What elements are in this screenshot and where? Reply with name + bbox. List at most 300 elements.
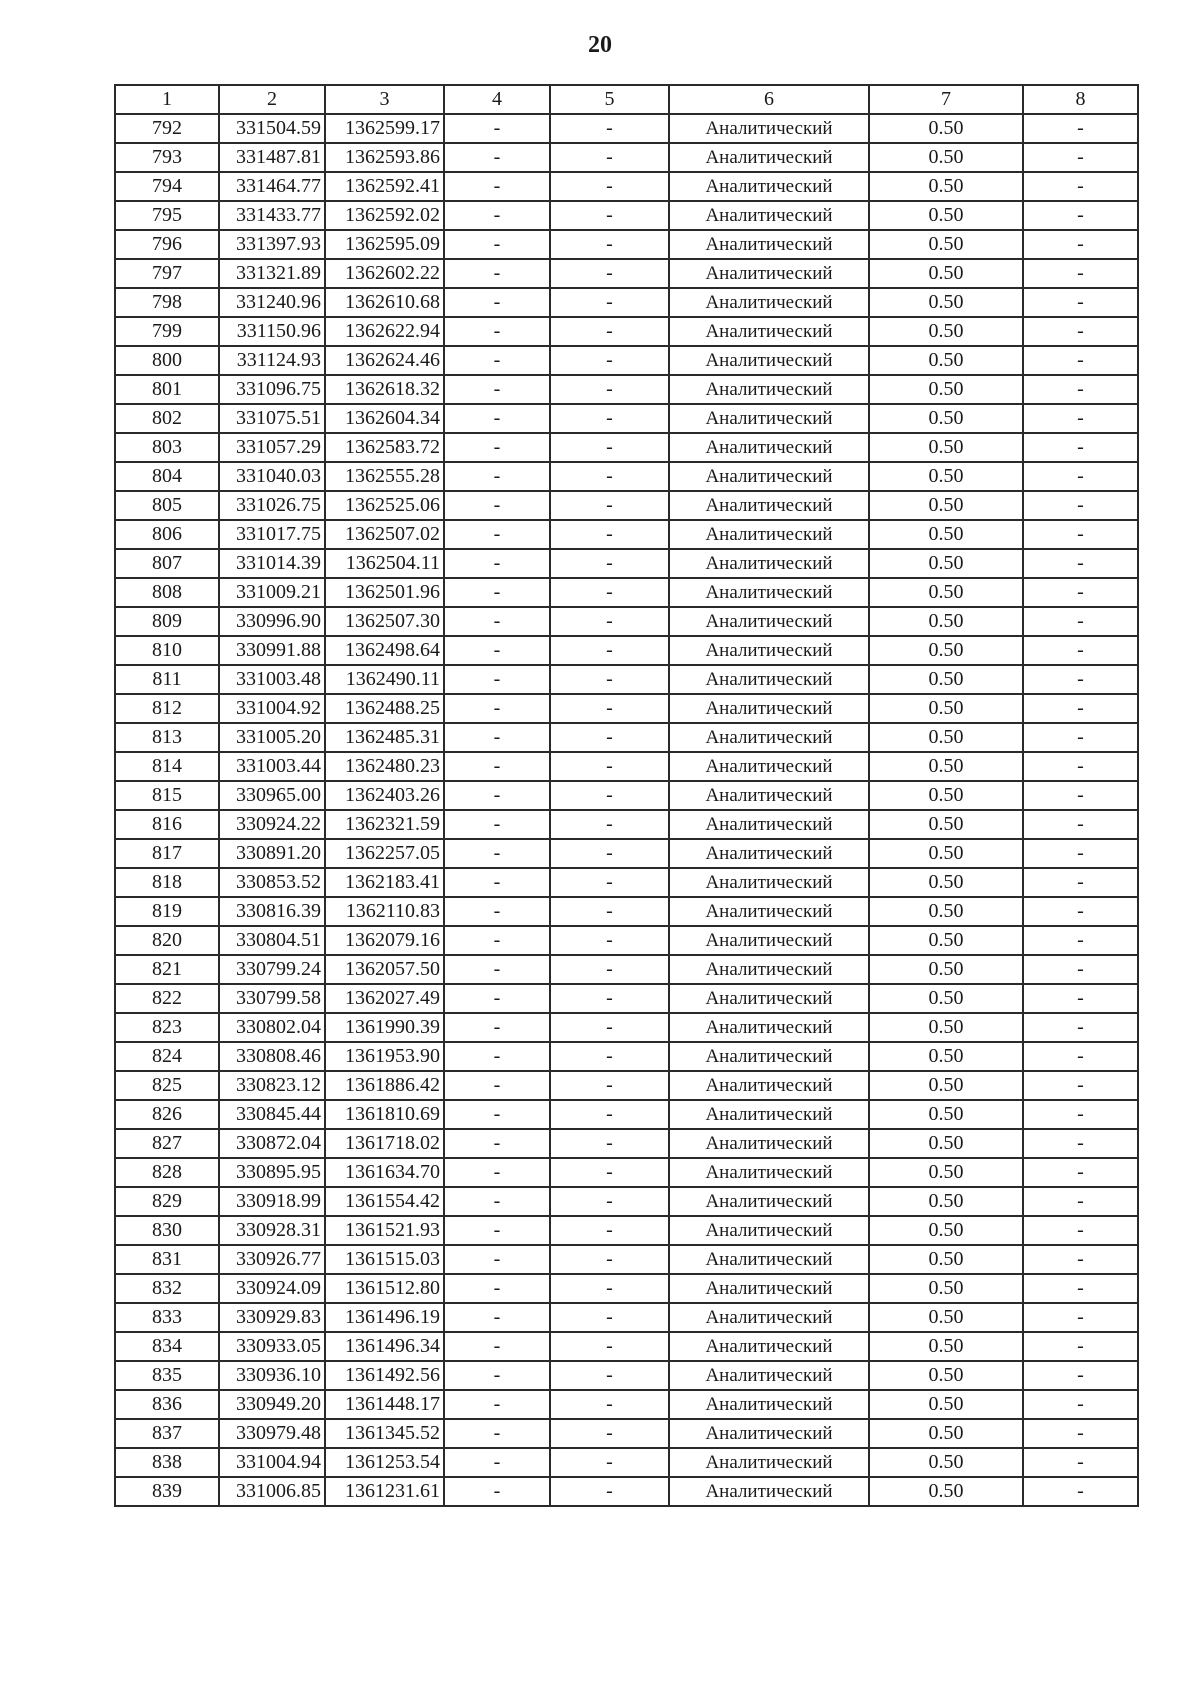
accuracy-cell: 0.50 xyxy=(869,1419,1023,1448)
coord-y-cell: 1361718.02 xyxy=(325,1129,444,1158)
col-5-cell: - xyxy=(550,1390,669,1419)
point-number-cell: 826 xyxy=(115,1100,219,1129)
col-4-cell: - xyxy=(444,694,550,723)
coord-y-cell: 1361810.69 xyxy=(325,1100,444,1129)
method-cell: Аналитический xyxy=(669,462,869,491)
table-row xyxy=(115,665,1138,694)
col-4-cell: - xyxy=(444,1100,550,1129)
col-8-cell: - xyxy=(1023,172,1138,201)
col-8-cell: - xyxy=(1023,636,1138,665)
point-number-cell: 802 xyxy=(115,404,219,433)
point-number-cell: 809 xyxy=(115,607,219,636)
coord-x-cell: 331124.93 xyxy=(219,346,325,375)
col-5-cell: - xyxy=(550,288,669,317)
table-row xyxy=(115,1419,1138,1448)
col-8-cell: - xyxy=(1023,1042,1138,1071)
coord-x-cell: 330799.24 xyxy=(219,955,325,984)
point-number-cell: 838 xyxy=(115,1448,219,1477)
col-5-cell: - xyxy=(550,346,669,375)
col-4-cell: - xyxy=(444,984,550,1013)
col-8-cell: - xyxy=(1023,1448,1138,1477)
accuracy-cell: 0.50 xyxy=(869,172,1023,201)
point-number-cell: 831 xyxy=(115,1245,219,1274)
col-8-cell: - xyxy=(1023,549,1138,578)
col-4-cell: - xyxy=(444,143,550,172)
method-cell: Аналитический xyxy=(669,897,869,926)
accuracy-cell: 0.50 xyxy=(869,723,1023,752)
col-5-cell: - xyxy=(550,172,669,201)
table-row xyxy=(115,723,1138,752)
header-row xyxy=(115,85,1138,114)
header-cell-3: 3 xyxy=(325,85,444,114)
col-8-cell: - xyxy=(1023,230,1138,259)
col-4-cell: - xyxy=(444,549,550,578)
coord-y-cell: 1362595.09 xyxy=(325,230,444,259)
table-row xyxy=(115,926,1138,955)
col-8-cell: - xyxy=(1023,1187,1138,1216)
col-4-cell: - xyxy=(444,1303,550,1332)
col-5-cell: - xyxy=(550,201,669,230)
method-cell: Аналитический xyxy=(669,752,869,781)
col-8-cell: - xyxy=(1023,868,1138,897)
col-8-cell: - xyxy=(1023,1216,1138,1245)
col-8-cell: - xyxy=(1023,462,1138,491)
coord-x-cell: 330799.58 xyxy=(219,984,325,1013)
table-row xyxy=(115,1332,1138,1361)
accuracy-cell: 0.50 xyxy=(869,259,1023,288)
coord-x-cell: 331003.48 xyxy=(219,665,325,694)
coord-x-cell: 330802.04 xyxy=(219,1013,325,1042)
coord-x-cell: 330924.22 xyxy=(219,810,325,839)
point-number-cell: 808 xyxy=(115,578,219,607)
method-cell: Аналитический xyxy=(669,810,869,839)
point-number-cell: 829 xyxy=(115,1187,219,1216)
coord-y-cell: 1361515.03 xyxy=(325,1245,444,1274)
accuracy-cell: 0.50 xyxy=(869,1477,1023,1506)
method-cell: Аналитический xyxy=(669,549,869,578)
col-5-cell: - xyxy=(550,549,669,578)
accuracy-cell: 0.50 xyxy=(869,433,1023,462)
point-number-cell: 803 xyxy=(115,433,219,462)
coord-y-cell: 1361448.17 xyxy=(325,1390,444,1419)
accuracy-cell: 0.50 xyxy=(869,1390,1023,1419)
table-row xyxy=(115,433,1138,462)
coord-y-cell: 1362592.41 xyxy=(325,172,444,201)
col-8-cell: - xyxy=(1023,1274,1138,1303)
col-5-cell: - xyxy=(550,694,669,723)
accuracy-cell: 0.50 xyxy=(869,694,1023,723)
col-5-cell: - xyxy=(550,1042,669,1071)
col-4-cell: - xyxy=(444,375,550,404)
coord-y-cell: 1361492.56 xyxy=(325,1361,444,1390)
coord-x-cell: 330926.77 xyxy=(219,1245,325,1274)
header-cell-4: 4 xyxy=(444,85,550,114)
point-number-cell: 818 xyxy=(115,868,219,897)
accuracy-cell: 0.50 xyxy=(869,1216,1023,1245)
col-8-cell: - xyxy=(1023,984,1138,1013)
method-cell: Аналитический xyxy=(669,346,869,375)
col-5-cell: - xyxy=(550,1071,669,1100)
accuracy-cell: 0.50 xyxy=(869,955,1023,984)
method-cell: Аналитический xyxy=(669,1187,869,1216)
coord-x-cell: 331005.20 xyxy=(219,723,325,752)
table-row xyxy=(115,491,1138,520)
method-cell: Аналитический xyxy=(669,984,869,1013)
col-5-cell: - xyxy=(550,810,669,839)
accuracy-cell: 0.50 xyxy=(869,984,1023,1013)
col-8-cell: - xyxy=(1023,1013,1138,1042)
accuracy-cell: 0.50 xyxy=(869,839,1023,868)
accuracy-cell: 0.50 xyxy=(869,201,1023,230)
point-number-cell: 810 xyxy=(115,636,219,665)
col-5-cell: - xyxy=(550,230,669,259)
coord-x-cell: 330979.48 xyxy=(219,1419,325,1448)
point-number-cell: 795 xyxy=(115,201,219,230)
coord-x-cell: 331026.75 xyxy=(219,491,325,520)
table-row xyxy=(115,810,1138,839)
method-cell: Аналитический xyxy=(669,1332,869,1361)
accuracy-cell: 0.50 xyxy=(869,1013,1023,1042)
coord-y-cell: 1362622.94 xyxy=(325,317,444,346)
coord-x-cell: 330823.12 xyxy=(219,1071,325,1100)
point-number-cell: 833 xyxy=(115,1303,219,1332)
coord-y-cell: 1362624.46 xyxy=(325,346,444,375)
col-4-cell: - xyxy=(444,520,550,549)
point-number-cell: 815 xyxy=(115,781,219,810)
coord-y-cell: 1362403.26 xyxy=(325,781,444,810)
col-5-cell: - xyxy=(550,491,669,520)
header-cell-1: 1 xyxy=(115,85,219,114)
coord-x-cell: 331075.51 xyxy=(219,404,325,433)
coord-x-cell: 330991.88 xyxy=(219,636,325,665)
col-5-cell: - xyxy=(550,462,669,491)
col-4-cell: - xyxy=(444,665,550,694)
col-4-cell: - xyxy=(444,897,550,926)
coord-x-cell: 330808.46 xyxy=(219,1042,325,1071)
col-4-cell: - xyxy=(444,259,550,288)
method-cell: Аналитический xyxy=(669,1100,869,1129)
col-8-cell: - xyxy=(1023,259,1138,288)
coord-y-cell: 1361253.54 xyxy=(325,1448,444,1477)
col-4-cell: - xyxy=(444,810,550,839)
accuracy-cell: 0.50 xyxy=(869,520,1023,549)
table-header xyxy=(115,85,1138,114)
col-4-cell: - xyxy=(444,1274,550,1303)
point-number-cell: 801 xyxy=(115,375,219,404)
col-8-cell: - xyxy=(1023,201,1138,230)
point-number-cell: 798 xyxy=(115,288,219,317)
table-row xyxy=(115,317,1138,346)
col-5-cell: - xyxy=(550,1332,669,1361)
col-5-cell: - xyxy=(550,433,669,462)
table-row xyxy=(115,1303,1138,1332)
col-5-cell: - xyxy=(550,404,669,433)
col-5-cell: - xyxy=(550,259,669,288)
table-row xyxy=(115,1158,1138,1187)
coord-x-cell: 331433.77 xyxy=(219,201,325,230)
table-row xyxy=(115,636,1138,665)
col-8-cell: - xyxy=(1023,1303,1138,1332)
table-row xyxy=(115,694,1138,723)
table-row xyxy=(115,839,1138,868)
col-4-cell: - xyxy=(444,433,550,462)
coord-x-cell: 331150.96 xyxy=(219,317,325,346)
table-row xyxy=(115,1129,1138,1158)
accuracy-cell: 0.50 xyxy=(869,1361,1023,1390)
table-row xyxy=(115,404,1138,433)
col-5-cell: - xyxy=(550,752,669,781)
coord-x-cell: 330996.90 xyxy=(219,607,325,636)
col-8-cell: - xyxy=(1023,926,1138,955)
col-5-cell: - xyxy=(550,723,669,752)
accuracy-cell: 0.50 xyxy=(869,1448,1023,1477)
col-8-cell: - xyxy=(1023,288,1138,317)
point-number-cell: 792 xyxy=(115,114,219,143)
point-number-cell: 836 xyxy=(115,1390,219,1419)
coord-y-cell: 1361231.61 xyxy=(325,1477,444,1506)
accuracy-cell: 0.50 xyxy=(869,491,1023,520)
header-cell-8: 8 xyxy=(1023,85,1138,114)
col-8-cell: - xyxy=(1023,143,1138,172)
col-5-cell: - xyxy=(550,1303,669,1332)
point-number-cell: 822 xyxy=(115,984,219,1013)
point-number-cell: 816 xyxy=(115,810,219,839)
col-8-cell: - xyxy=(1023,1129,1138,1158)
accuracy-cell: 0.50 xyxy=(869,375,1023,404)
point-number-cell: 832 xyxy=(115,1274,219,1303)
accuracy-cell: 0.50 xyxy=(869,1129,1023,1158)
coord-x-cell: 330895.95 xyxy=(219,1158,325,1187)
coord-y-cell: 1362485.31 xyxy=(325,723,444,752)
table-row xyxy=(115,1042,1138,1071)
col-8-cell: - xyxy=(1023,404,1138,433)
coord-y-cell: 1362599.17 xyxy=(325,114,444,143)
method-cell: Аналитический xyxy=(669,955,869,984)
coord-x-cell: 330928.31 xyxy=(219,1216,325,1245)
coord-x-cell: 330872.04 xyxy=(219,1129,325,1158)
method-cell: Аналитический xyxy=(669,578,869,607)
table-row xyxy=(115,259,1138,288)
col-8-cell: - xyxy=(1023,781,1138,810)
point-number-cell: 796 xyxy=(115,230,219,259)
accuracy-cell: 0.50 xyxy=(869,462,1023,491)
table-row xyxy=(115,897,1138,926)
accuracy-cell: 0.50 xyxy=(869,1274,1023,1303)
method-cell: Аналитический xyxy=(669,868,869,897)
table-row xyxy=(115,1071,1138,1100)
col-8-cell: - xyxy=(1023,694,1138,723)
coord-y-cell: 1362504.11 xyxy=(325,549,444,578)
col-5-cell: - xyxy=(550,955,669,984)
col-4-cell: - xyxy=(444,926,550,955)
table-row xyxy=(115,752,1138,781)
col-5-cell: - xyxy=(550,317,669,346)
coord-x-cell: 330816.39 xyxy=(219,897,325,926)
coord-y-cell: 1361634.70 xyxy=(325,1158,444,1187)
col-5-cell: - xyxy=(550,1477,669,1506)
point-number-cell: 821 xyxy=(115,955,219,984)
col-4-cell: - xyxy=(444,1419,550,1448)
method-cell: Аналитический xyxy=(669,723,869,752)
table-row xyxy=(115,549,1138,578)
point-number-cell: 830 xyxy=(115,1216,219,1245)
coord-y-cell: 1362592.02 xyxy=(325,201,444,230)
col-8-cell: - xyxy=(1023,317,1138,346)
accuracy-cell: 0.50 xyxy=(869,1100,1023,1129)
col-4-cell: - xyxy=(444,317,550,346)
method-cell: Аналитический xyxy=(669,636,869,665)
col-5-cell: - xyxy=(550,143,669,172)
method-cell: Аналитический xyxy=(669,1448,869,1477)
point-number-cell: 812 xyxy=(115,694,219,723)
col-4-cell: - xyxy=(444,1448,550,1477)
col-8-cell: - xyxy=(1023,346,1138,375)
point-number-cell: 797 xyxy=(115,259,219,288)
col-4-cell: - xyxy=(444,172,550,201)
point-number-cell: 805 xyxy=(115,491,219,520)
coord-x-cell: 330936.10 xyxy=(219,1361,325,1390)
method-cell: Аналитический xyxy=(669,839,869,868)
point-number-cell: 839 xyxy=(115,1477,219,1506)
coord-x-cell: 330965.00 xyxy=(219,781,325,810)
method-cell: Аналитический xyxy=(669,288,869,317)
accuracy-cell: 0.50 xyxy=(869,317,1023,346)
coord-y-cell: 1362488.25 xyxy=(325,694,444,723)
accuracy-cell: 0.50 xyxy=(869,114,1023,143)
table-row xyxy=(115,346,1138,375)
col-4-cell: - xyxy=(444,955,550,984)
coord-y-cell: 1361496.34 xyxy=(325,1332,444,1361)
method-cell: Аналитический xyxy=(669,694,869,723)
accuracy-cell: 0.50 xyxy=(869,1187,1023,1216)
method-cell: Аналитический xyxy=(669,1158,869,1187)
col-8-cell: - xyxy=(1023,1390,1138,1419)
header-cell-7: 7 xyxy=(869,85,1023,114)
coord-y-cell: 1362604.34 xyxy=(325,404,444,433)
col-4-cell: - xyxy=(444,1332,550,1361)
accuracy-cell: 0.50 xyxy=(869,636,1023,665)
table-row xyxy=(115,288,1138,317)
point-number-cell: 804 xyxy=(115,462,219,491)
header-cell-2: 2 xyxy=(219,85,325,114)
coord-x-cell: 331240.96 xyxy=(219,288,325,317)
col-4-cell: - xyxy=(444,288,550,317)
method-cell: Аналитический xyxy=(669,1274,869,1303)
col-5-cell: - xyxy=(550,1448,669,1477)
table-row xyxy=(115,1100,1138,1129)
col-4-cell: - xyxy=(444,1013,550,1042)
coord-y-cell: 1361886.42 xyxy=(325,1071,444,1100)
col-8-cell: - xyxy=(1023,491,1138,520)
col-8-cell: - xyxy=(1023,1332,1138,1361)
accuracy-cell: 0.50 xyxy=(869,665,1023,694)
coord-y-cell: 1362507.02 xyxy=(325,520,444,549)
coord-y-cell: 1361554.42 xyxy=(325,1187,444,1216)
coord-x-cell: 331009.21 xyxy=(219,578,325,607)
accuracy-cell: 0.50 xyxy=(869,1158,1023,1187)
coordinates-table xyxy=(114,84,1139,1507)
method-cell: Аналитический xyxy=(669,259,869,288)
coord-x-cell: 331040.03 xyxy=(219,462,325,491)
method-cell: Аналитический xyxy=(669,143,869,172)
coord-x-cell: 331006.85 xyxy=(219,1477,325,1506)
method-cell: Аналитический xyxy=(669,1361,869,1390)
point-number-cell: 806 xyxy=(115,520,219,549)
point-number-cell: 824 xyxy=(115,1042,219,1071)
col-8-cell: - xyxy=(1023,955,1138,984)
coord-x-cell: 331464.77 xyxy=(219,172,325,201)
coord-x-cell: 331504.59 xyxy=(219,114,325,143)
col-8-cell: - xyxy=(1023,1361,1138,1390)
table-row xyxy=(115,520,1138,549)
coord-y-cell: 1362501.96 xyxy=(325,578,444,607)
accuracy-cell: 0.50 xyxy=(869,143,1023,172)
point-number-cell: 835 xyxy=(115,1361,219,1390)
table-row xyxy=(115,201,1138,230)
table-row xyxy=(115,955,1138,984)
coord-x-cell: 330891.20 xyxy=(219,839,325,868)
col-5-cell: - xyxy=(550,839,669,868)
col-8-cell: - xyxy=(1023,433,1138,462)
coord-x-cell: 330918.99 xyxy=(219,1187,325,1216)
table-row xyxy=(115,1013,1138,1042)
coord-y-cell: 1362507.30 xyxy=(325,607,444,636)
accuracy-cell: 0.50 xyxy=(869,810,1023,839)
col-4-cell: - xyxy=(444,1216,550,1245)
coord-y-cell: 1362618.32 xyxy=(325,375,444,404)
col-8-cell: - xyxy=(1023,665,1138,694)
coord-y-cell: 1362583.72 xyxy=(325,433,444,462)
col-4-cell: - xyxy=(444,1361,550,1390)
col-4-cell: - xyxy=(444,1245,550,1274)
point-number-cell: 820 xyxy=(115,926,219,955)
col-8-cell: - xyxy=(1023,1419,1138,1448)
col-5-cell: - xyxy=(550,1158,669,1187)
coord-x-cell: 331057.29 xyxy=(219,433,325,462)
col-8-cell: - xyxy=(1023,1158,1138,1187)
coord-x-cell: 331004.94 xyxy=(219,1448,325,1477)
table-row xyxy=(115,462,1138,491)
coord-y-cell: 1361521.93 xyxy=(325,1216,444,1245)
col-4-cell: - xyxy=(444,201,550,230)
col-4-cell: - xyxy=(444,1390,550,1419)
coord-x-cell: 330949.20 xyxy=(219,1390,325,1419)
coord-y-cell: 1362183.41 xyxy=(325,868,444,897)
accuracy-cell: 0.50 xyxy=(869,1332,1023,1361)
table-row xyxy=(115,1448,1138,1477)
table-row xyxy=(115,172,1138,201)
table-row xyxy=(115,143,1138,172)
col-5-cell: - xyxy=(550,375,669,404)
col-5-cell: - xyxy=(550,868,669,897)
col-8-cell: - xyxy=(1023,375,1138,404)
col-5-cell: - xyxy=(550,984,669,1013)
point-number-cell: 800 xyxy=(115,346,219,375)
col-4-cell: - xyxy=(444,578,550,607)
col-4-cell: - xyxy=(444,781,550,810)
col-5-cell: - xyxy=(550,1216,669,1245)
table-row xyxy=(115,984,1138,1013)
col-4-cell: - xyxy=(444,230,550,259)
col-4-cell: - xyxy=(444,636,550,665)
coord-y-cell: 1361345.52 xyxy=(325,1419,444,1448)
col-8-cell: - xyxy=(1023,723,1138,752)
point-number-cell: 825 xyxy=(115,1071,219,1100)
col-8-cell: - xyxy=(1023,1071,1138,1100)
col-4-cell: - xyxy=(444,1158,550,1187)
coord-x-cell: 330804.51 xyxy=(219,926,325,955)
table-row xyxy=(115,1245,1138,1274)
